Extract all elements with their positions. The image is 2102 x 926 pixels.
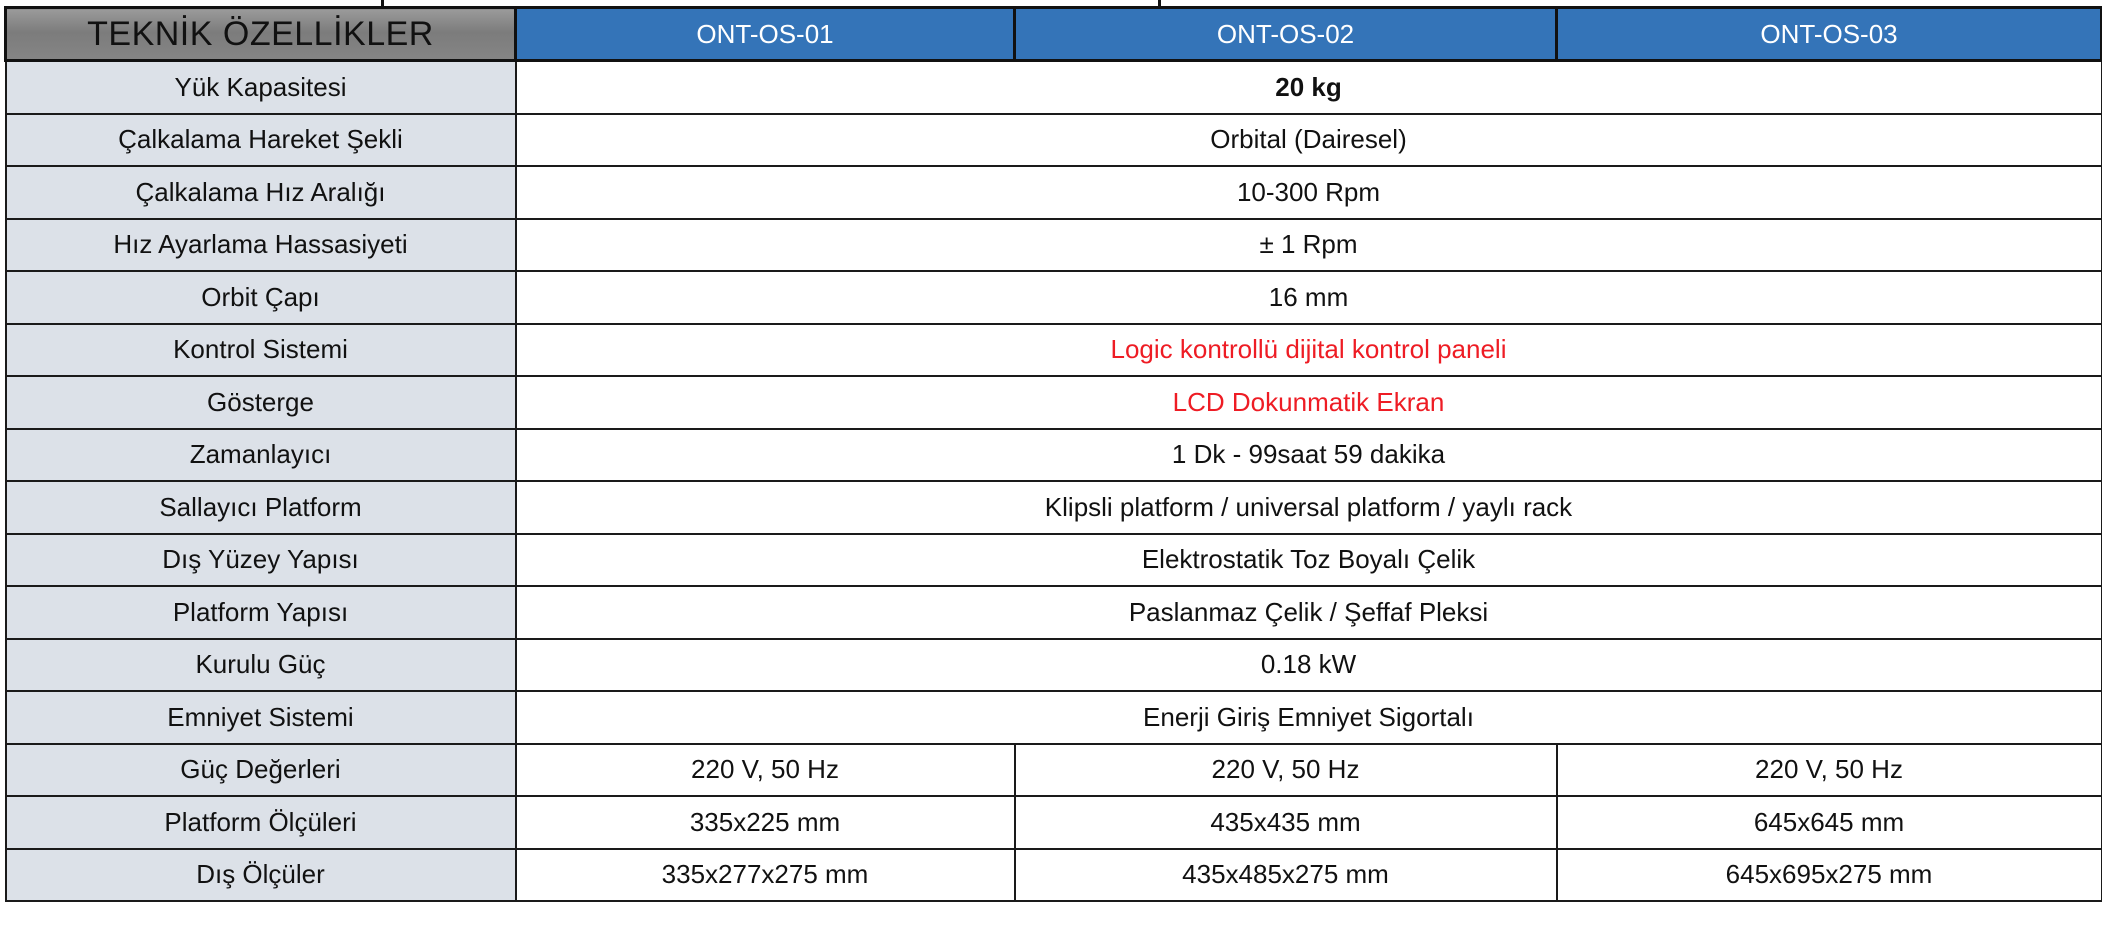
row-label: Sallayıcı Platform — [6, 481, 516, 534]
table-row — [6, 796, 2102, 849]
row-value: Orbital (Dairesel) — [516, 114, 2102, 167]
row-value: Enerji Giriş Emniyet Sigortalı — [516, 691, 2102, 744]
header-model-ont-os-03: ONT-OS-03 — [1557, 8, 2102, 61]
row-value: 20 kg — [516, 61, 2102, 114]
row-label: Emniyet Sistemi — [6, 691, 516, 744]
table-row — [6, 534, 2102, 587]
table-row — [6, 166, 2102, 219]
row-value-ont-os-01: 335x277x275 mm — [516, 849, 1015, 902]
row-value: Klipsli platform / universal platform / yaylı rack — [516, 481, 2102, 534]
header-model-ont-os-02: ONT-OS-02 — [1015, 8, 1557, 61]
row-label: Platform Yapısı — [6, 586, 516, 639]
row-value-ont-os-03: 645x695x275 mm — [1557, 849, 2102, 902]
table-row — [6, 849, 2102, 902]
row-value: ± 1 Rpm — [516, 219, 2102, 272]
row-value: Elektrostatik Toz Boyalı Çelik — [516, 534, 2102, 587]
header-model-ont-os-01: ONT-OS-01 — [516, 8, 1015, 61]
row-value-highlight: Logic kontrollü dijital kontrol paneli — [516, 324, 2102, 377]
table-row — [6, 61, 2102, 114]
table-row — [6, 744, 2102, 797]
table-row — [6, 271, 2102, 324]
table-row — [6, 639, 2102, 692]
row-value-ont-os-01: 335x225 mm — [516, 796, 1015, 849]
row-value-ont-os-02: 220 V, 50 Hz — [1015, 744, 1557, 797]
row-label: Gösterge — [6, 376, 516, 429]
table-row — [6, 481, 2102, 534]
row-label: Çalkalama Hareket Şekli — [6, 114, 516, 167]
row-label: Kontrol Sistemi — [6, 324, 516, 377]
row-value: 10-300 Rpm — [516, 166, 2102, 219]
row-label: Kurulu Güç — [6, 639, 516, 692]
table-row — [6, 429, 2102, 482]
table-row — [6, 376, 2102, 429]
row-value-ont-os-03: 220 V, 50 Hz — [1557, 744, 2102, 797]
row-value: Paslanmaz Çelik / Şeffaf Pleksi — [516, 586, 2102, 639]
row-value-ont-os-02: 435x435 mm — [1015, 796, 1557, 849]
row-label: Zamanlayıcı — [6, 429, 516, 482]
row-label: Güç Değerleri — [6, 744, 516, 797]
row-value: 0.18 kW — [516, 639, 2102, 692]
row-label: Çalkalama Hız Aralığı — [6, 166, 516, 219]
row-value-ont-os-02: 435x485x275 mm — [1015, 849, 1557, 902]
table-row — [6, 114, 2102, 167]
header-label-cell: TEKNİK ÖZELLİKLER — [6, 8, 516, 61]
row-label: Yük Kapasitesi — [6, 61, 516, 114]
table-row — [6, 219, 2102, 272]
row-value: 1 Dk - 99saat 59 dakika — [516, 429, 2102, 482]
table-row — [6, 691, 2102, 744]
row-label: Dış Ölçüler — [6, 849, 516, 902]
row-label: Dış Yüzey Yapısı — [6, 534, 516, 587]
row-value-ont-os-01: 220 V, 50 Hz — [516, 744, 1015, 797]
row-label: Orbit Çapı — [6, 271, 516, 324]
technical-specifications-table — [4, 6, 2102, 902]
table-row — [6, 586, 2102, 639]
row-value: 16 mm — [516, 271, 2102, 324]
row-label: Hız Ayarlama Hassasiyeti — [6, 219, 516, 272]
header-row — [6, 8, 2102, 61]
row-value-ont-os-03: 645x645 mm — [1557, 796, 2102, 849]
table-row — [6, 324, 2102, 377]
row-label: Platform Ölçüleri — [6, 796, 516, 849]
row-value-highlight: LCD Dokunmatik Ekran — [516, 376, 2102, 429]
